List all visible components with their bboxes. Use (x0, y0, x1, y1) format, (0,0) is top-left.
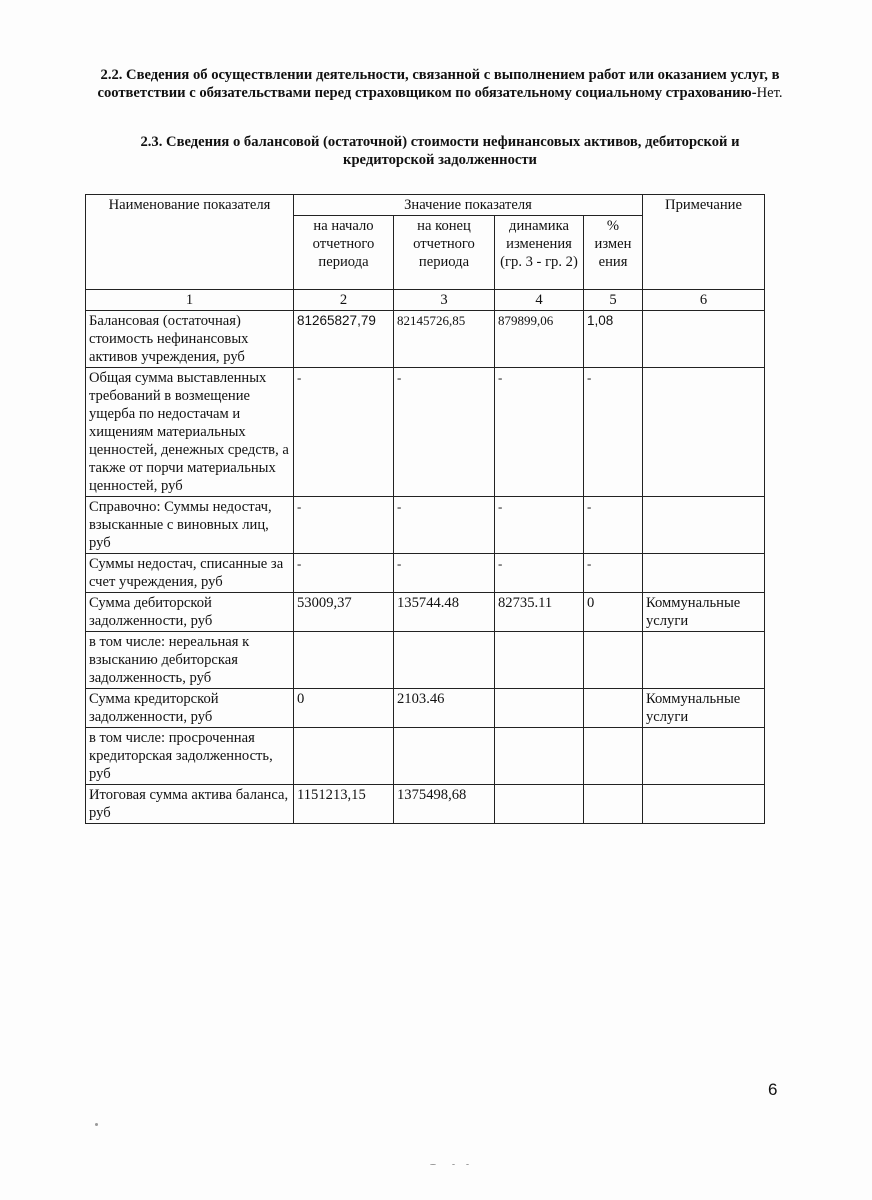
row-dynamics (495, 689, 584, 728)
row-start: 81265827,79 (294, 311, 394, 368)
col-number-4: 4 (495, 290, 584, 311)
header-dynamics: динамика изменения (гр. 3 - гр. 2) (495, 216, 584, 290)
row-dynamics: - (495, 554, 584, 593)
table-row (86, 554, 765, 593)
row-percent (584, 689, 643, 728)
page-number: 6 (768, 1080, 778, 1099)
row-start (294, 632, 394, 689)
row-note: Коммунальные услуги (643, 689, 765, 728)
row-end (394, 728, 495, 785)
table-row (86, 368, 765, 497)
table-row (86, 632, 765, 689)
row-start: - (294, 368, 394, 497)
scan-speck (430, 1164, 436, 1165)
table-row (86, 689, 765, 728)
row-end: 2103.46 (394, 689, 495, 728)
row-dynamics (495, 728, 584, 785)
row-name: Сумма дебиторской задолженности, руб (86, 593, 294, 632)
section-2-2-heading (95, 66, 785, 102)
row-note (643, 554, 765, 593)
row-name: Итоговая сумма актива баланса, руб (86, 785, 294, 824)
column-numbers-row (86, 290, 765, 311)
row-percent (584, 728, 643, 785)
row-start: 53009,37 (294, 593, 394, 632)
header-name: Наименование показателя (86, 195, 294, 290)
row-note (643, 368, 765, 497)
scan-speck (466, 1164, 469, 1165)
row-name: в том числе: нереальная к взысканию дебиторская задолженность, руб (86, 632, 294, 689)
row-note (643, 311, 765, 368)
row-name: в том числе: просроченная кредиторская задолженность, руб (86, 728, 294, 785)
row-name: Сумма кредиторской задолженности, руб (86, 689, 294, 728)
col-number-3: 3 (394, 290, 495, 311)
row-note: Коммунальные услуги (643, 593, 765, 632)
col-number-1: 1 (86, 290, 294, 311)
row-percent (584, 632, 643, 689)
header-note: Примечание (643, 195, 765, 290)
header-start: на начало отчетного периода (294, 216, 394, 290)
row-name: Справочно: Суммы недостач, взысканные с виновных лиц, руб (86, 497, 294, 554)
row-note (643, 632, 765, 689)
col-number-2: 2 (294, 290, 394, 311)
header-end: на конец отчетного периода (394, 216, 495, 290)
header-row-1 (86, 195, 765, 216)
row-end: - (394, 497, 495, 554)
header-percent: % измен ения (584, 216, 643, 290)
col-number-6: 6 (643, 290, 765, 311)
section-2-2-answer: Нет. (756, 85, 783, 101)
balance-table (85, 194, 765, 824)
scan-speck (452, 1164, 455, 1165)
row-start: 0 (294, 689, 394, 728)
table-row (86, 311, 765, 368)
row-note (643, 497, 765, 554)
row-dynamics: 879899,06 (495, 311, 584, 368)
table-row (86, 593, 765, 632)
row-percent: 1,08 (584, 311, 643, 368)
row-percent (584, 785, 643, 824)
row-name: Балансовая (остаточная) стоимость нефинансовых активов учреждения, руб (86, 311, 294, 368)
row-percent: - (584, 368, 643, 497)
row-name: Общая сумма выставленных требований в возмещение ущерба по недостачам и хищениям материальных ценностей, денежных средств, а также от порчи материальных ценностей, руб (86, 368, 294, 497)
row-dynamics: - (495, 368, 584, 497)
row-name: Суммы недостач, списанные за счет учреждения, руб (86, 554, 294, 593)
row-end: 82145726,85 (394, 311, 495, 368)
col-number-5: 5 (584, 290, 643, 311)
section-2-3-heading: 2.3. Сведения о балансовой (остаточной) стоимости нефинансовых активов, дебиторской и кредиторской задолженности (140, 134, 740, 168)
row-dynamics: 82735.11 (495, 593, 584, 632)
scan-speck (95, 1123, 98, 1126)
row-start: 1151213,15 (294, 785, 394, 824)
row-end (394, 632, 495, 689)
row-dynamics (495, 632, 584, 689)
row-dynamics: - (495, 497, 584, 554)
row-end: 135744.48 (394, 593, 495, 632)
table-row (86, 785, 765, 824)
table-row (86, 497, 765, 554)
row-dynamics (495, 785, 584, 824)
row-end: - (394, 368, 495, 497)
row-note (643, 785, 765, 824)
header-value-group: Значение показателя (294, 195, 643, 216)
table-row (86, 728, 765, 785)
row-percent: - (584, 554, 643, 593)
section-2-2-title: 2.2. Сведения об осуществлении деятельности, связанной с выполнением работ или оказанием услуг, в соответствии с обязательствами перед страховщиком по обязательному социальному страхованию- (97, 67, 780, 101)
row-percent: - (584, 497, 643, 554)
row-note (643, 728, 765, 785)
row-start (294, 728, 394, 785)
row-percent: 0 (584, 593, 643, 632)
row-start: - (294, 554, 394, 593)
row-start: - (294, 497, 394, 554)
row-end: - (394, 554, 495, 593)
row-end: 1375498,68 (394, 785, 495, 824)
